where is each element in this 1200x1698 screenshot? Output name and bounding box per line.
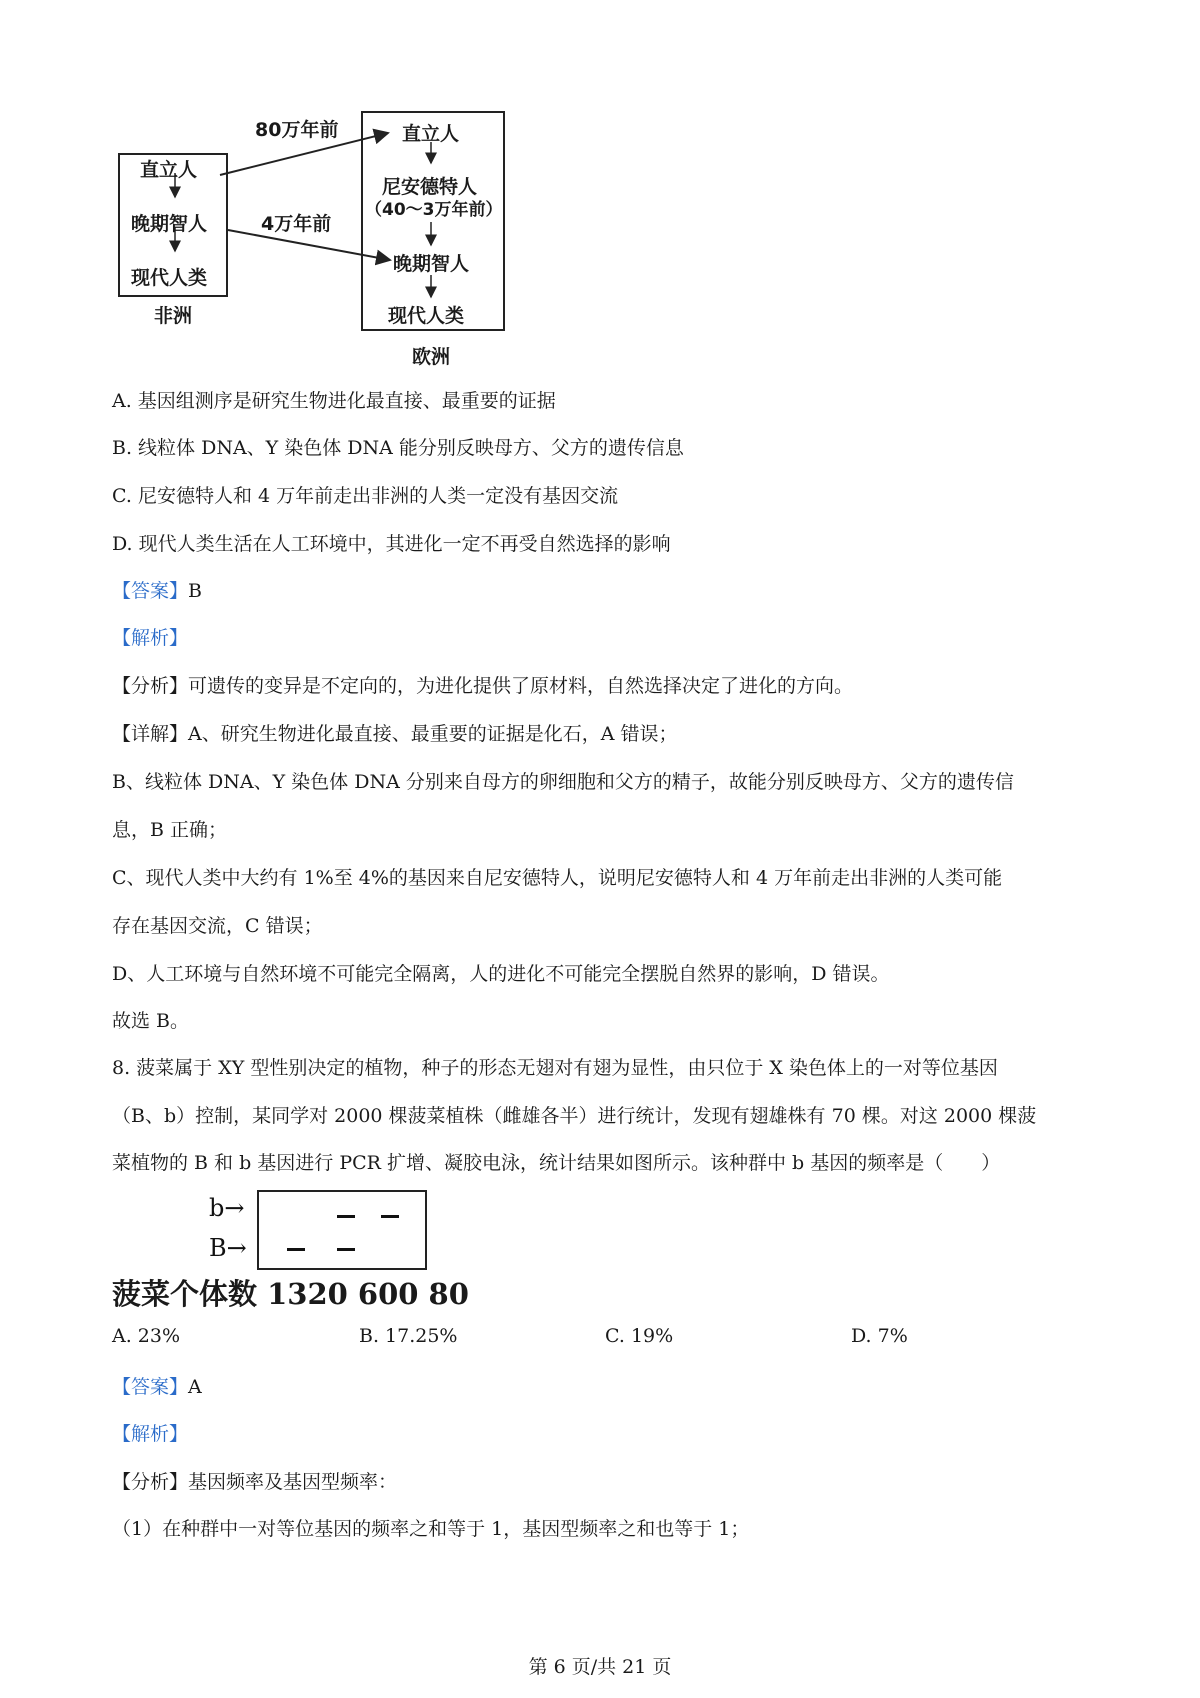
answer-tag: 【答案】 [112,580,189,602]
q7-option-d: D. 现代人类生活在人工环境中，其进化一定不再受自然选择的影响 [112,533,671,555]
q7-detail-b1: B、线粒体 DNA、Y 染色体 DNA 分别来自母方的卵细胞和父方的精子，故能分别反映母方、父方的遗传信 [112,771,1014,793]
xiangjie-tag: 【详解】 [112,723,189,745]
europe-node-2-date: （40～3万年前） [365,200,503,220]
europe-node-4: 现代人类 [388,305,465,327]
q7-analysis-tag: 【解析】 [112,627,189,649]
band-b-lane2 [337,1215,355,1218]
page-footer: 第 6 页/共 21 页 [528,1656,672,1678]
evolution-diagram [118,105,518,375]
gel-box [257,1190,427,1270]
q8-stem-2: （B、b）控制，某同学对 2000 棵菠菜植株（雌雄各半）进行统计，发现有翅雄株有 70 棵。对这 2000 棵菠 [112,1105,1037,1127]
gel-electrophoresis [205,1190,445,1270]
europe-node-1: 直立人 [402,123,460,145]
q8-option-b: B. 17.25% [359,1325,458,1347]
band-B-lane1 [287,1248,305,1251]
africa-label: 非洲 [154,305,193,327]
africa-node-1: 直立人 [140,159,198,181]
answer-value: A [188,1376,202,1398]
q8-stem-3: 菜植物的 B 和 b 基因进行 PCR 扩增、凝胶电泳，统计结果如图所示。该种群中 b 基因的频率是（ ） [112,1152,1001,1174]
q7-detail-c2: 存在基因交流，C 错误； [112,915,323,937]
q7-detail-c1: C、现代人类中大约有 1%至 4%的基因来自尼安德特人，说明尼安德特人和 4 万年前走出非洲的人类可能 [112,867,1003,889]
europe-node-3: 晚期智人 [393,253,470,275]
q8-option-d: D. 7% [851,1325,908,1347]
gel-label-b: b→ [209,1194,245,1222]
q7-detail-b2: 息，B 正确； [112,819,228,841]
q7-conclusion: 故选 B。 [112,1010,190,1032]
fenxi-text: 基因频率及基因型频率： [188,1471,398,1493]
fenxi-tag: 【分析】 [112,675,189,697]
gel-count-line: 菠菜个体数 1320 600 80 [112,1277,469,1311]
q7-answer [112,576,202,606]
q7-option-c: C. 尼安德特人和 4 万年前走出非洲的人类一定没有基因交流 [112,485,619,507]
answer-value: B [188,580,202,602]
q8-stem-1: 8. 菠菜属于 XY 型性别决定的植物，种子的形态无翅对有翅为显性，由只位于 X 染色体上的一对等位基因 [112,1057,998,1079]
q8-answer [112,1372,202,1402]
q8-option-c: C. 19% [605,1325,674,1347]
q7-fenxi [112,671,853,701]
answer-tag: 【答案】 [112,1376,189,1398]
band-B-lane2 [337,1248,355,1251]
q7-option-a: A. 基因组测序是研究生物进化最直接、最重要的证据 [112,390,556,412]
q8-analysis-tag: 【解析】 [112,1423,189,1445]
q7-detail-d1: D、人工环境与自然环境不可能完全隔离，人的进化不可能完全摆脱自然界的影响，D 错误。 [112,963,890,985]
q8-option-a: A. 23% [112,1325,181,1347]
q7-xiangjie [112,719,678,749]
europe-node-2: 尼安德特人 [382,176,478,198]
q8-point-1: （1）在种群中一对等位基因的频率之和等于 1，基因型频率之和也等于 1； [112,1518,750,1540]
gel-label-B: B→ [209,1234,247,1262]
fenxi-text: 可遗传的变异是不定向的，为进化提供了原材料，自然选择决定了进化的方向。 [188,675,854,697]
band-b-lane3 [381,1215,399,1218]
arrow-label-4: 4万年前 [261,213,332,235]
europe-label: 欧洲 [412,346,451,368]
africa-node-3: 现代人类 [131,267,208,289]
arrow-label-80: 80万年前 [255,119,339,141]
xiangjie-text: A、研究生物进化最直接、最重要的证据是化石，A 错误； [188,723,678,745]
africa-node-2: 晚期智人 [131,213,208,235]
q8-fenxi [112,1467,397,1497]
fenxi-tag: 【分析】 [112,1471,189,1493]
q7-option-b: B. 线粒体 DNA、Y 染色体 DNA 能分别反映母方、父方的遗传信息 [112,437,684,459]
